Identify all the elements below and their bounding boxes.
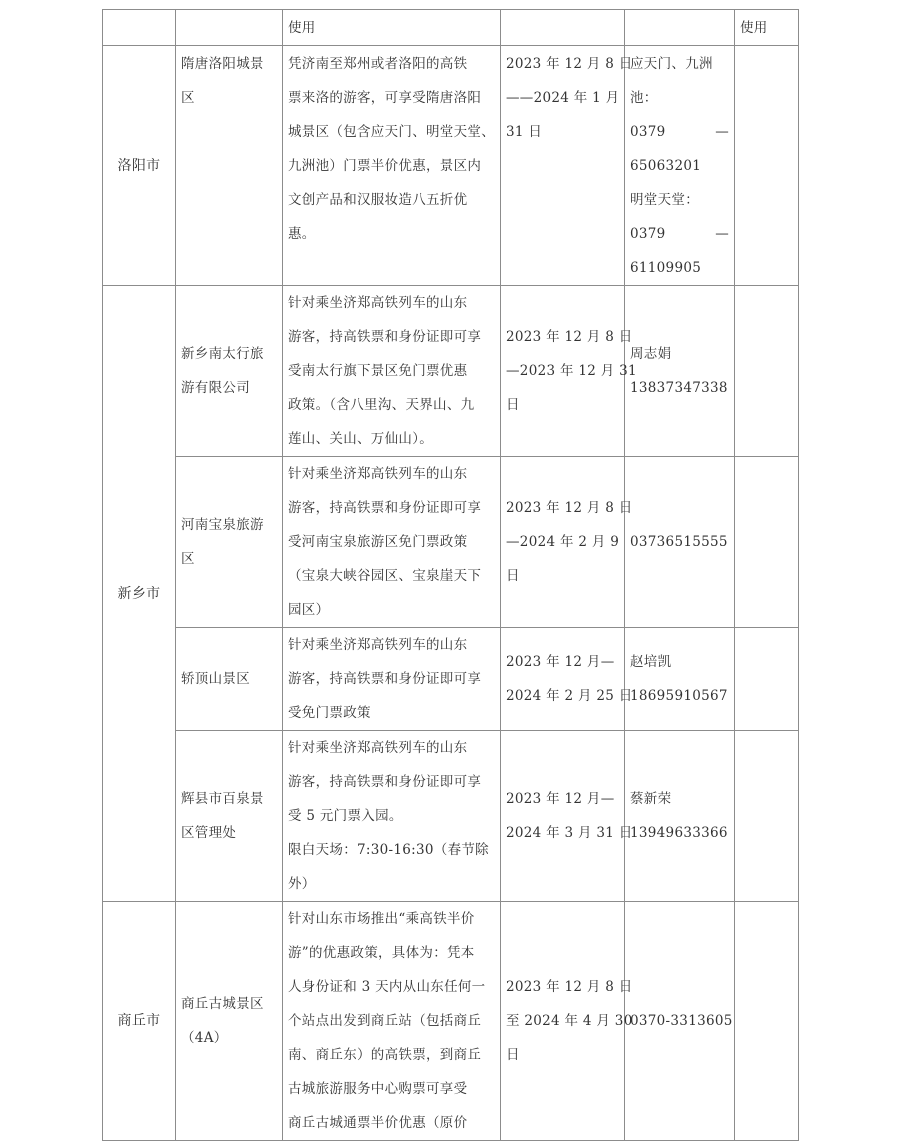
contact-number: 13837347338 — [630, 380, 728, 396]
site-line: 商丘古城景区 — [181, 996, 264, 1012]
desc-line: 游客，持高铁票和身份证即可享 — [288, 329, 482, 345]
contact-cell — [625, 628, 735, 731]
contact-area-row — [630, 217, 729, 251]
contact-number: 03736515555 — [630, 534, 728, 550]
desc-line: 个站点出发到商丘站（包括商丘 — [288, 1013, 482, 1029]
empty-cell — [735, 457, 799, 628]
site-line: 辉县市百泉景 — [181, 791, 264, 807]
date-line: 2023 年 12 月 8 日 — [506, 979, 633, 995]
site-cell — [176, 902, 283, 1141]
empty-cell — [625, 10, 735, 46]
table-row-shangqiu — [103, 902, 799, 1141]
empty-cell — [735, 902, 799, 1141]
date-cell — [501, 628, 633, 731]
date-line: 日 — [506, 1047, 520, 1063]
table-row-xinxiang-1 — [103, 286, 799, 457]
desc-cell — [283, 46, 501, 286]
desc-line: 文创产品和汉服妆造八五折优 — [288, 192, 468, 208]
header-desc: 使用 — [283, 10, 501, 46]
desc-line: 针对山东市场推出“乘高铁半价 — [288, 911, 475, 927]
desc-line: 针对乘坐济郑高铁列车的山东 — [288, 637, 468, 653]
desc-cell — [283, 628, 501, 731]
contact-label: 应天门、九洲 — [630, 56, 713, 72]
desc-line: 古城旅游服务中心购票可享受 — [288, 1081, 468, 1097]
date-line: 31 日 — [506, 124, 543, 140]
desc-cell — [283, 731, 501, 902]
desc-line: 游客，持高铁票和身份证即可享 — [288, 500, 482, 516]
date-cell — [501, 902, 633, 1141]
desc-line: 受南太行旗下景区免门票优惠 — [288, 363, 468, 379]
desc-line: 受免门票政策 — [288, 705, 371, 721]
contact-number: 61109905 — [630, 260, 702, 276]
contact-number: 65063201 — [630, 158, 702, 174]
site-line: 区 — [181, 90, 195, 106]
date-line: 2023 年 12 月— — [506, 654, 615, 670]
desc-line: 外） — [288, 876, 316, 892]
table-row-xinxiang-3 — [103, 628, 799, 731]
date-line: 2023 年 12 月 8 日 — [506, 500, 633, 516]
contact-dash: — — [715, 226, 729, 242]
desc-line: 凭济南至郑州或者洛阳的高铁 — [288, 56, 468, 72]
table-row-xinxiang-2 — [103, 457, 799, 628]
desc-line: 游客，持高铁票和身份证即可享 — [288, 774, 482, 790]
date-line: 2023 年 12 月 8 日 — [506, 56, 633, 72]
contact-area-code: 0379 — [630, 124, 666, 140]
date-cell — [501, 457, 633, 628]
date-line: 日 — [506, 568, 520, 584]
contact-cell — [625, 731, 735, 902]
desc-line: 人身份证和 3 天内从山东任何一 — [288, 979, 486, 995]
date-line: 2024 年 2 月 25 日 — [506, 688, 633, 704]
empty-cell — [735, 628, 799, 731]
desc-line: 游”的优惠政策，具体为：凭本 — [288, 945, 475, 961]
date-line: —2023 年 12 月 31 — [506, 363, 637, 379]
desc-line: 受河南宝泉旅游区免门票政策 — [288, 534, 468, 550]
desc-line: 票来洛的游客，可享受隋唐洛阳 — [288, 90, 482, 106]
desc-line: 商丘古城通票半价优惠（原价 — [288, 1115, 468, 1131]
contact-cell — [625, 902, 735, 1141]
date-line: ——2024 年 1 月 — [506, 90, 620, 106]
site-line: 区管理处 — [181, 825, 237, 841]
date-cell — [501, 731, 633, 902]
date-line: 2023 年 12 月 8 日 — [506, 329, 633, 345]
site-cell — [176, 628, 283, 731]
site-line: 河南宝泉旅游 — [181, 517, 264, 533]
date-line: 2024 年 3 月 31 日 — [506, 825, 633, 841]
date-line: 日 — [506, 397, 520, 413]
table-row-luoyang — [103, 46, 799, 286]
desc-line: 九洲池）门票半价优惠，景区内 — [288, 158, 482, 174]
site-cell — [176, 286, 283, 457]
empty-cell — [735, 731, 799, 902]
date-line: 2023 年 12 月— — [506, 791, 615, 807]
date-line: 至 2024 年 4 月 30 — [506, 1013, 633, 1029]
header-row — [103, 10, 799, 46]
empty-cell — [176, 10, 283, 46]
desc-line: 南、商丘东）的高铁票，到商丘 — [288, 1047, 482, 1063]
contact-label: 明堂天堂： — [630, 192, 699, 208]
contact-cell — [625, 46, 735, 286]
desc-line: 游客，持高铁票和身份证即可享 — [288, 671, 482, 687]
table-row-xinxiang-4 — [103, 731, 799, 902]
site-cell — [176, 457, 283, 628]
date-line: —2024 年 2 月 9 — [506, 534, 620, 550]
contact-label: 池： — [630, 90, 658, 106]
site-line: 区 — [181, 551, 195, 567]
desc-line: 莲山、关山、万仙山）。 — [288, 431, 434, 447]
policy-table — [102, 9, 799, 1141]
desc-line: 针对乘坐济郑高铁列车的山东 — [288, 740, 468, 756]
desc-line: 园区） — [288, 602, 330, 618]
date-cell — [501, 286, 637, 457]
desc-line: 政策。（含八里沟、天界山、九 — [288, 397, 475, 413]
desc-line: 惠。 — [288, 226, 316, 242]
contact-area-row — [630, 115, 729, 149]
desc-line: （宝泉大峡谷园区、宝泉崖天下 — [288, 568, 482, 584]
desc-line: 受 5 元门票入园。 — [288, 808, 403, 824]
empty-cell — [735, 286, 799, 457]
desc-cell — [283, 902, 501, 1141]
contact-cell — [625, 457, 735, 628]
site-line: （4A） — [181, 1030, 228, 1046]
city-cell: 新乡市 — [103, 286, 176, 902]
contact-number: 18695910567 — [630, 688, 728, 704]
desc-line: 针对乘坐济郑高铁列车的山东 — [288, 466, 468, 482]
desc-line: 限白天场：7:30-16:30（春节除 — [288, 842, 489, 858]
desc-line: 城景区（包含应天门、明堂天堂、 — [288, 124, 495, 140]
date-cell — [501, 46, 633, 286]
site-line: 隋唐洛阳城景 — [181, 56, 264, 72]
contact-cell — [625, 286, 735, 457]
site-line: 轿顶山景区 — [181, 671, 250, 687]
empty-cell — [501, 10, 625, 46]
header-use: 使用 — [735, 10, 799, 46]
site-line: 新乡南太行旅 — [181, 346, 264, 362]
empty-cell — [103, 10, 176, 46]
contact-name: 蔡新荣 — [630, 791, 672, 807]
desc-cell — [283, 457, 501, 628]
contact-dash: — — [715, 124, 729, 140]
city-cell: 洛阳市 — [103, 46, 176, 286]
desc-cell — [283, 286, 501, 457]
empty-cell — [735, 46, 799, 286]
contact-number: 13949633366 — [630, 825, 728, 841]
contact-number: 0370-3313605 — [630, 1013, 733, 1029]
contact-area-code: 0379 — [630, 226, 666, 242]
site-line: 游有限公司 — [181, 380, 250, 396]
contact-name: 赵培凯 — [630, 654, 672, 670]
city-cell: 商丘市 — [103, 902, 176, 1141]
contact-name: 周志娟 — [630, 346, 672, 362]
site-cell — [176, 46, 283, 286]
site-cell — [176, 731, 283, 902]
desc-line: 针对乘坐济郑高铁列车的山东 — [288, 295, 468, 311]
